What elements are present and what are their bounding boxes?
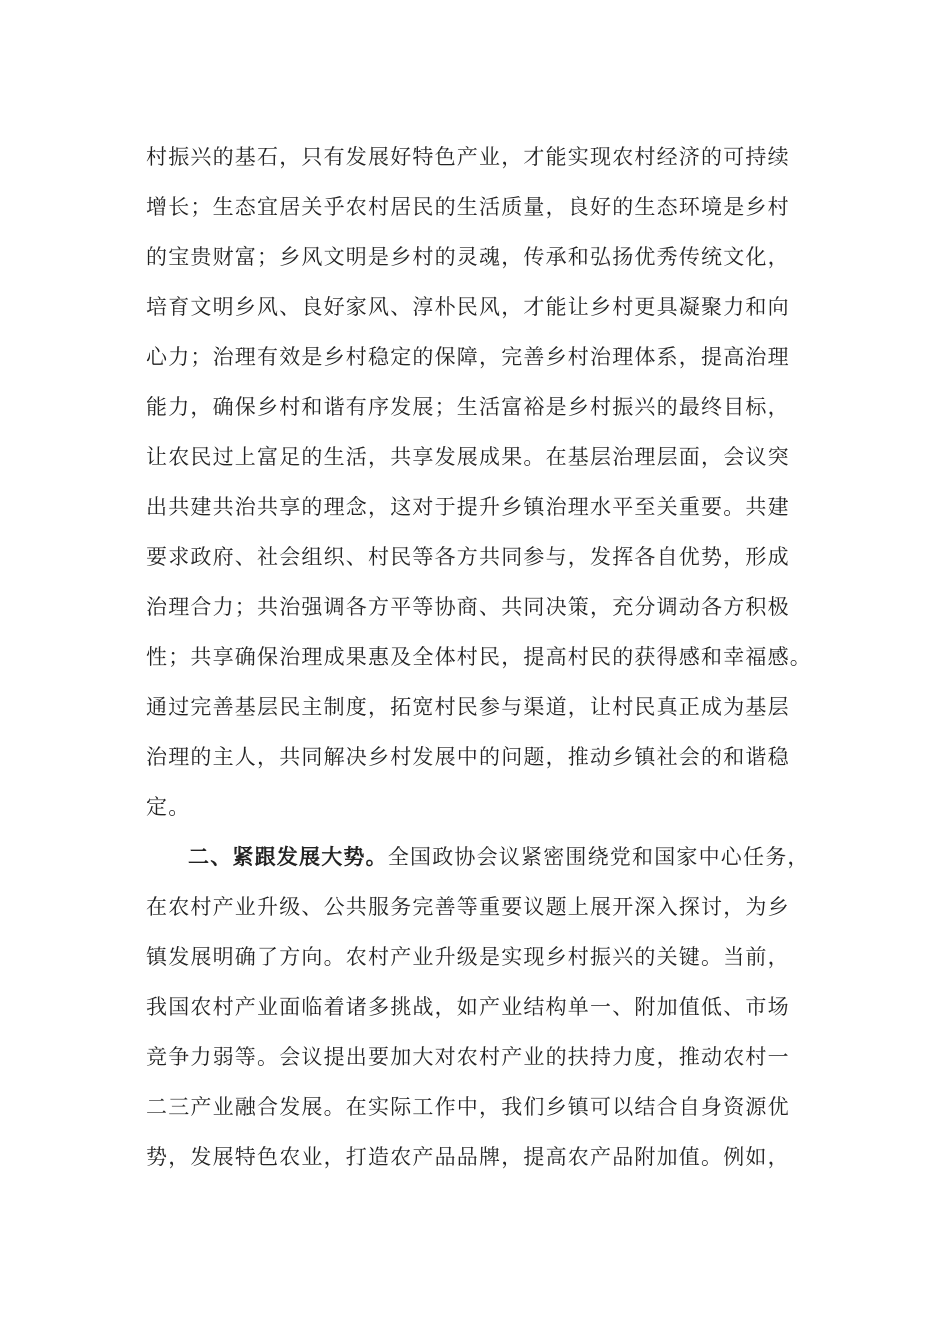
text-line: 村振兴的基石，只有发展好特色产业，才能实现农村经济的可持续: [146, 145, 790, 169]
text-line: 在农村产业升级、公共服务完善等重要议题上展开深入探讨，为乡: [146, 895, 790, 919]
text-line: 的宝贵财富；乡风文明是乡村的灵魂，传承和弘扬优秀传统文化，: [146, 245, 790, 269]
body-paragraph: [146, 132, 816, 832]
text-line: 培育文明乡风、良好家风、淳朴民风，才能让乡村更具凝聚力和向: [146, 295, 790, 319]
text-line: 要求政府、社会组织、村民等各方共同参与，发挥各自优势，形成: [146, 545, 790, 569]
text-line: 治理的主人，共同解决乡村发展中的问题，推动乡镇社会的和谐稳: [146, 745, 790, 769]
text-line: 能力，确保乡村和谐有序发展；生活富裕是乡村振兴的最终目标，: [146, 395, 790, 419]
section-first-line: [146, 832, 816, 882]
section-paragraph: [146, 832, 816, 1182]
text-line: 我国农村产业面临着诸多挑战，如产业结构单一、附加值低、市场: [146, 995, 790, 1019]
text-line: 心力；治理有效是乡村稳定的保障，完善乡村治理体系，提高治理: [146, 345, 790, 369]
text-line: 治理合力；共治强调各方平等协商、共同决策，充分调动各方积极: [146, 595, 790, 619]
text-line: 二三产业融合发展。在实际工作中，我们乡镇可以结合自身资源优: [146, 1095, 790, 1119]
section-heading: 二、紧跟发展大势。: [188, 844, 388, 869]
text-line: 竞争力弱等。会议提出要加大对农村产业的扶持力度，推动农村一: [146, 1045, 790, 1069]
text-line: 出共建共治共享的理念，这对于提升乡镇治理水平至关重要。共建: [146, 495, 790, 519]
text-line: 镇发展明确了方向。农村产业升级是实现乡村振兴的关键。当前，: [146, 945, 790, 969]
text-line: 通过完善基层民主制度，拓宽村民参与渠道，让村民真正成为基层: [146, 695, 790, 719]
text-line: 势，发展特色农业，打造农产品品牌，提高农产品附加值。例如，: [146, 1145, 790, 1169]
text-line: 性；共享确保治理成果惠及全体村民，提高村民的获得感和幸福感。: [146, 645, 812, 669]
text-line: 增长；生态宜居关乎农村居民的生活质量，良好的生态环境是乡村: [146, 195, 790, 219]
section-first-line-text: 全国政协会议紧密围绕党和国家中心任务，: [387, 845, 810, 869]
text-line: 定。: [146, 795, 191, 819]
text-line: 让农民过上富足的生活，共享发展成果。在基层治理层面，会议突: [146, 445, 790, 469]
